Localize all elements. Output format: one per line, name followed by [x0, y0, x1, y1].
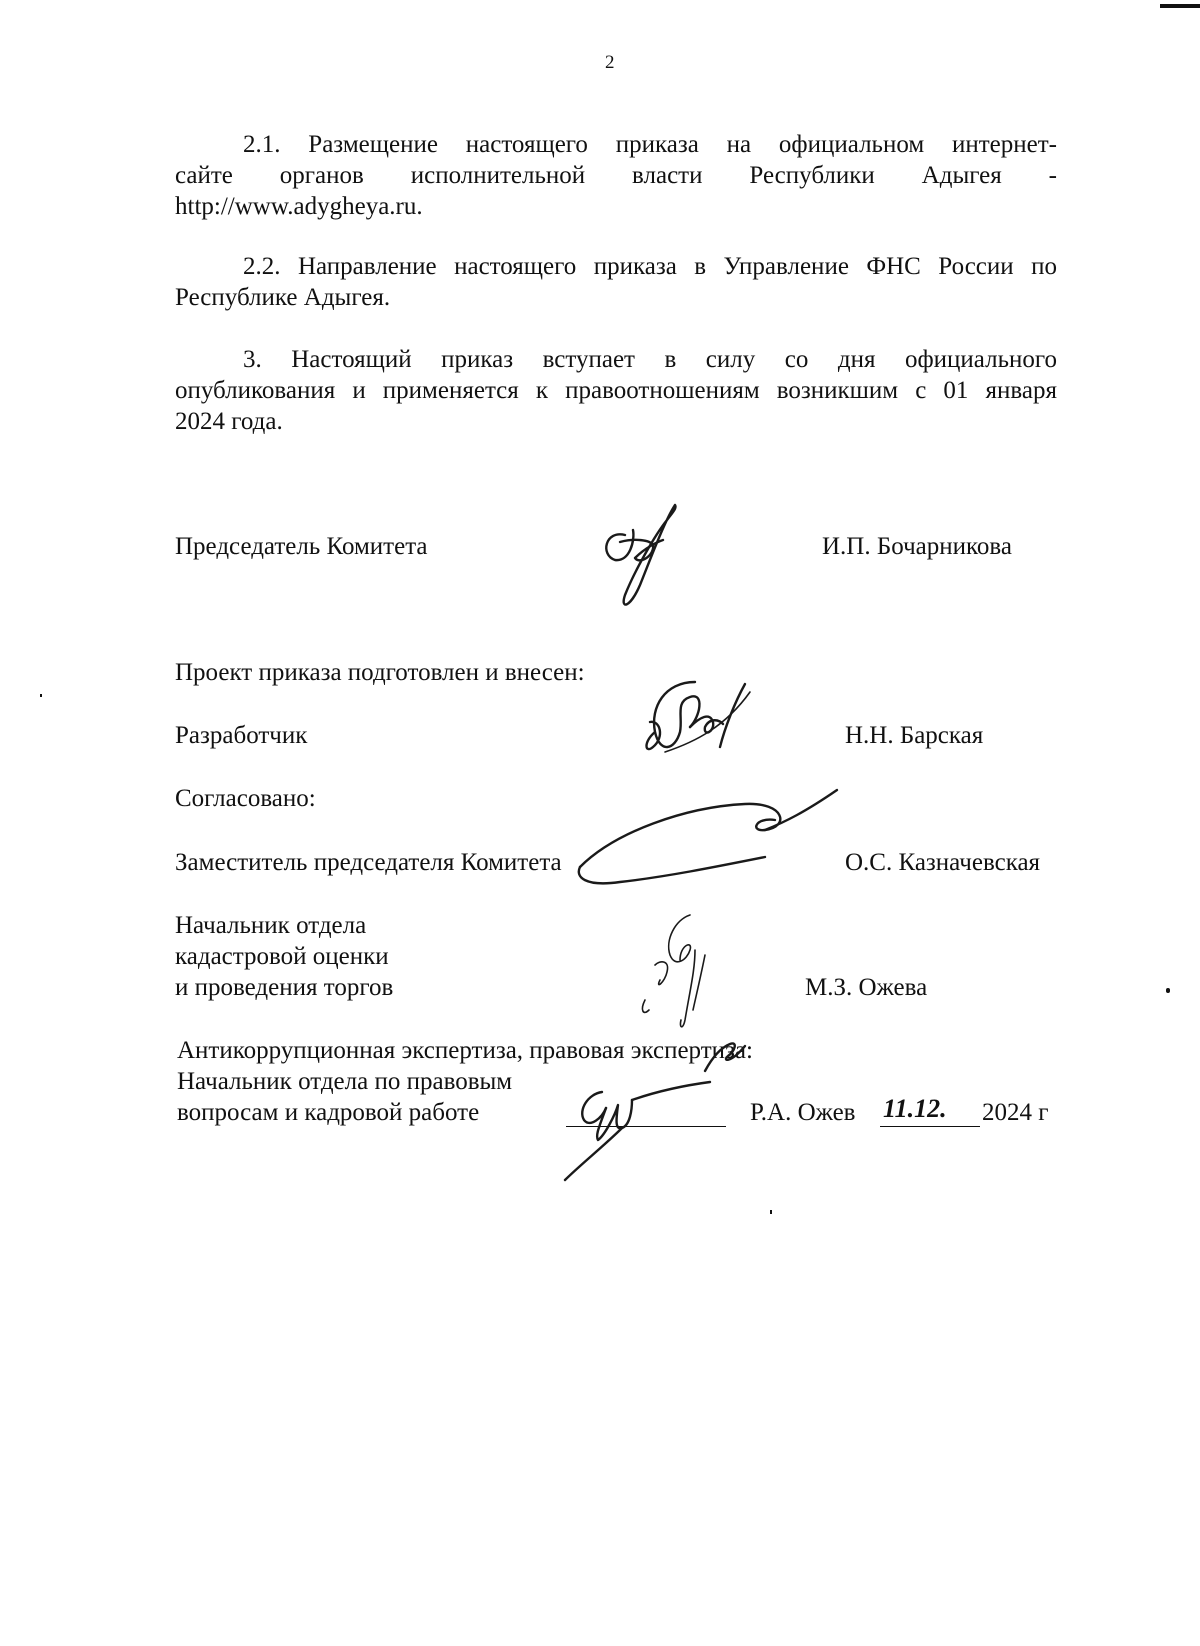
legal-head-title-line-1: Начальник отдела по правовым — [177, 1068, 513, 1095]
legal-head-year: 2024 г — [982, 1099, 1049, 1126]
chairman-signature — [595, 500, 705, 615]
agreed-label: Согласовано: — [175, 785, 316, 812]
legal-head-title-line-2: вопросам и кадровой работе — [177, 1099, 480, 1126]
expertise-signature-flourish — [700, 1036, 750, 1076]
paragraph-2-1-line-2: сайте органов исполнительной власти Республики Адыгея - — [175, 162, 1057, 189]
legal-head-signature — [560, 1080, 735, 1185]
cadastral-head-title-line-3: и проведения торгов — [175, 974, 394, 1001]
page-number: 2 — [605, 52, 615, 73]
cadastral-head-name: М.З. Ожева — [805, 974, 928, 1001]
developer-signature — [635, 672, 770, 762]
scan-speck — [770, 1210, 772, 1214]
expertise-label: Антикоррупционная экспертиза, правовая экспертиза: — [177, 1037, 753, 1064]
legal-head-name: Р.А. Ожев — [750, 1099, 856, 1126]
cadastral-head-signature — [635, 910, 730, 1035]
cadastral-head-title-line-2: кадастровой оценки — [175, 943, 389, 970]
scan-speck — [40, 694, 42, 697]
paragraph-3-line-3: 2024 года. — [175, 408, 283, 435]
legal-head-handwritten-date: 11.12. — [883, 1094, 947, 1123]
project-prepared-label: Проект приказа подготовлен и внесен: — [175, 659, 585, 686]
chairman-title: Председатель Комитета — [175, 533, 428, 560]
scan-speck — [1166, 988, 1170, 993]
scan-edge-mark — [1160, 4, 1200, 8]
cadastral-head-title-line-1: Начальник отдела — [175, 912, 367, 939]
deputy-chairman-name: О.С. Казначевская — [845, 849, 1041, 876]
legal-head-date-line — [880, 1126, 980, 1127]
paragraph-2-1-line-1: 2.1. Размещение настоящего приказа на официальном интернет- — [243, 131, 1057, 158]
developer-title: Разработчик — [175, 722, 308, 749]
chairman-name: И.П. Бочарникова — [822, 533, 1012, 560]
paragraph-2-2-line-2: Республике Адыгея. — [175, 284, 391, 311]
developer-name: Н.Н. Барская — [845, 722, 984, 749]
paragraph-3-line-2: опубликования и применяется к правоотношениям возникшим с 01 января — [175, 377, 1057, 404]
paragraph-2-1-url: http://www.adygheya.ru. — [175, 193, 423, 220]
paragraph-2-2-line-1: 2.2. Направление настоящего приказа в Управление ФНС России по — [243, 253, 1057, 280]
deputy-chairman-title: Заместитель председателя Комитета — [175, 849, 562, 876]
paragraph-3-line-1: 3. Настоящий приказ вступает в силу со дня официального — [243, 346, 1057, 373]
deputy-chairman-signature — [575, 782, 845, 892]
